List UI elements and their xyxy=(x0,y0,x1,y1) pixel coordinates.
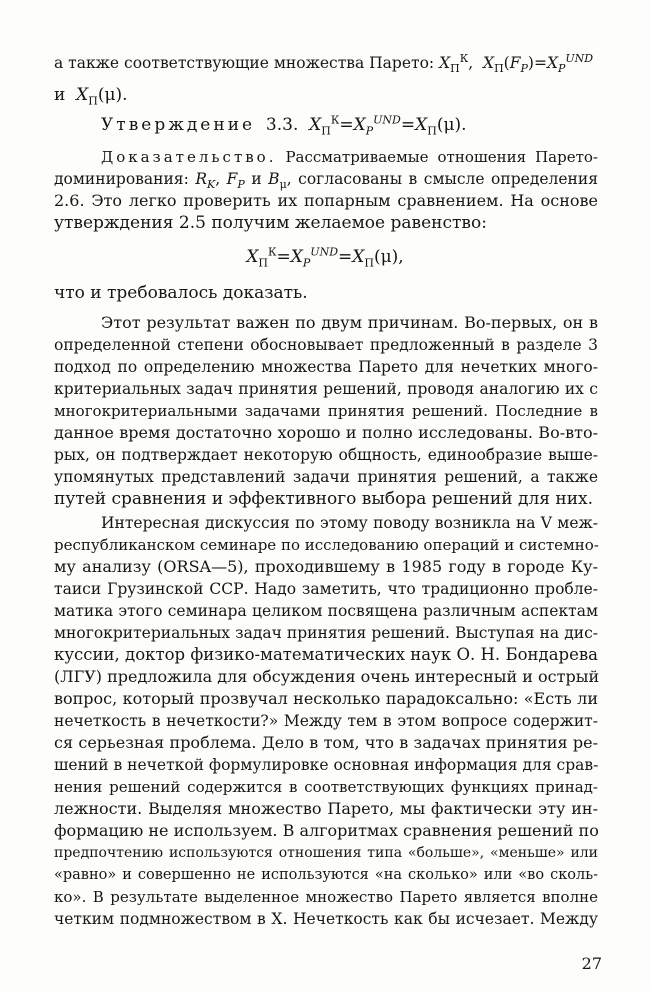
para1-line: критериальных задач принятия решений, проводя аналогию их с xyxy=(54,380,598,398)
para2-line: многокритериальных задач принятия решений. Выступая на дис- xyxy=(54,624,598,642)
para2-line: му анализу (ORSA—5), проходившему в 1985 году в городе Ку- xyxy=(54,557,598,576)
statement-label: Утверждение xyxy=(101,115,256,135)
statement-3-3: Утверждение 3.3. $X_П^К=X_P^{UND}=X_П(\mu)$. xyxy=(101,113,467,138)
page-number: 27 xyxy=(581,954,602,973)
para2-line: матика этого семинара целиком посвящена различным аспектам xyxy=(54,602,598,620)
para1-line: Этот результат важен по двум причинам. Во-первых, он в xyxy=(101,313,598,332)
formula-equality: $X_П^К=X_P^{UND}=X_П(\mu)$, xyxy=(246,245,404,270)
para2-line: «равно» и совершенно не используются «на сколько» или «во сколь- xyxy=(54,867,598,883)
proof-line-3: 2.6. Это легко проверить их попарным сравнением. На основе xyxy=(54,191,598,210)
proof-end: что и требовалось доказать. xyxy=(54,283,308,303)
statement-pre-line-1: а также соответствующие множества Парето: $X_П^К$, $X_П(F_P)=X_P^{UND}$ xyxy=(54,51,594,76)
para1-line: многокритериальными задачами принятия решений. Последние в xyxy=(54,402,598,420)
para2-line: ся серьезная проблема. Дело в том, что в задачах принятия ре- xyxy=(54,733,598,752)
formula-relations: $R_K$, $F_P$ и $B_\mu$, xyxy=(195,170,292,192)
para1-line: упомянутых представлений задачи принятия решений, а также xyxy=(54,468,598,486)
para2-line: нечеткость в нечеткости?» Между тем в этом вопросе содержит- xyxy=(54,712,598,730)
proof-line-2: доминирования: $R_K$, $F_P$ и $B_\mu$, согласованы в смысле определения xyxy=(54,170,598,192)
para1-line: рых, он подтверждает некоторую общность, единообразие выше- xyxy=(54,446,598,464)
para2-line: ко». В результате выделенное множество Парето является вполне xyxy=(54,888,598,906)
proof-line-1: Доказательство. Рассматриваемые отношения Парето- xyxy=(101,148,598,166)
formula-pareto-mu: $X_П(\mu)$. xyxy=(76,85,128,108)
para2-line: Интересная дискуссия по этому поводу возникла на V меж- xyxy=(101,514,598,532)
formula-pareto-sets: $X_П^К$, $X_П(F_P)=X_P^{UND}$ xyxy=(439,51,594,76)
para2-line: формацию не используем. В алгоритмах сравнения решений по xyxy=(54,821,599,840)
para2-line: (ЛГУ) предложила для обсуждения очень интересный и острый xyxy=(54,667,600,686)
para1-line: путей сравнения и эффективного выбора решений для них. xyxy=(54,489,594,509)
para2-line: предпочтению используются отношения типа «больше», «меньше» или xyxy=(54,845,598,861)
proof-line-4: утверждения 2.5 получим желаемое равенство: xyxy=(54,213,487,233)
proof-label: Доказательство. xyxy=(101,148,277,166)
para2-line: куссии, доктор физико-математических наук О. Н. Бондарева xyxy=(54,645,598,664)
para1-line: подход по определению множества Парето для нечетких много- xyxy=(54,358,598,376)
para2-line: нения решений содержится в соответствующих функциях принад- xyxy=(54,778,598,796)
para2-line: республиканском семинаре по исследованию операций и системно- xyxy=(54,536,599,554)
para1-line: данное время достаточно хорошо и полно исследованы. Во-вто- xyxy=(54,423,598,442)
formula-statement: $X_П^К=X_P^{UND}=X_П(\mu)$. xyxy=(309,113,467,138)
para1-line: определенной степени обосновывает предложенный в разделе 3 xyxy=(54,336,598,354)
para2-line: таиси Грузинской ССР. Надо заметить, что традиционно пробле- xyxy=(54,580,598,598)
para2-line: шений в нечеткой формулировке основная информация для срав- xyxy=(54,756,599,774)
para2-line: лежности. Выделяя множество Парето, мы фактически эту ин- xyxy=(54,799,598,818)
para2-line: четким подмножеством в X. Нечеткость как бы исчезает. Между xyxy=(54,910,598,928)
statement-pre-line-2: и $X_П(\mu)$. xyxy=(54,85,128,108)
para2-line: вопрос, который прозвучал несколько парадоксально: «Есть ли xyxy=(54,689,598,708)
